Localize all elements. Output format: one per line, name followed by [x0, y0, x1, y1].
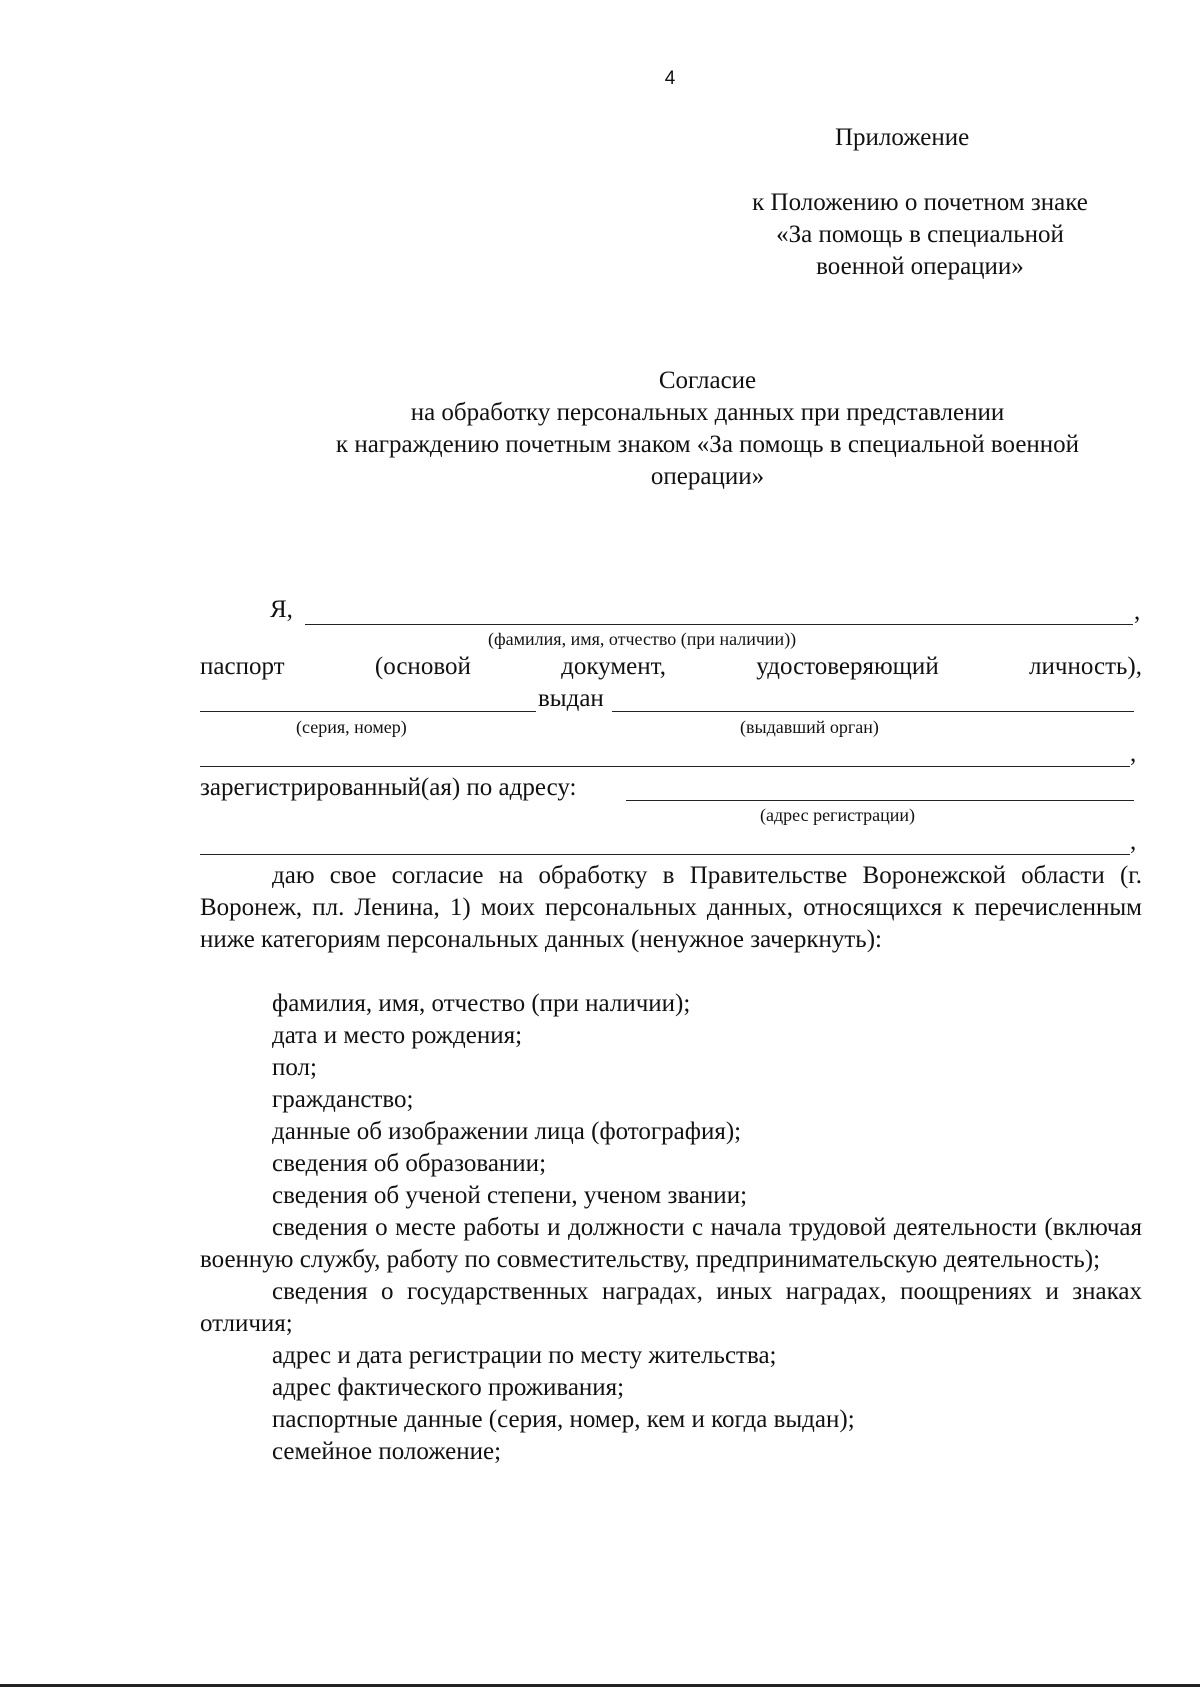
registered-label: зарегистрированный(ая) по адресу:	[200, 774, 577, 801]
consent-subtitle-line: на обработку персональных данных при представлении	[410, 399, 1005, 426]
issuer-field-line[interactable]	[612, 711, 1134, 712]
list-item: семейное положение;	[272, 1438, 502, 1465]
consent-subtitle-line: операции»	[650, 463, 765, 490]
issuer-comma: ,	[1130, 740, 1137, 767]
appendix-ref-line: военной операции»	[816, 253, 1024, 280]
page-number: 4	[664, 68, 676, 89]
hint-fio: (фамилия, имя, отчество (при наличии))	[488, 629, 797, 649]
list-item: адрес фактического проживания;	[272, 1374, 625, 1401]
consent-title: Согласие	[658, 367, 757, 394]
passport-word: паспорт	[200, 653, 285, 680]
consent-heading	[270, 365, 1145, 493]
consent-subtitle-line: к награждению почетным знаком «За помощь в специальной военной	[335, 431, 1080, 458]
list-item: паспортные данные (серия, номер, кем и когда выдан);	[272, 1406, 855, 1433]
address-continuation-line[interactable]	[200, 854, 1130, 855]
list-item: сведения о месте работы и должности с начала трудовой деятельности (включая военную службу, работу по совместительству, предпринимательскую деятельность);	[200, 1214, 1142, 1273]
address-comma: ,	[1130, 828, 1137, 855]
issued-label: выдан	[538, 685, 604, 712]
hint-address: (адрес регистрации)	[760, 805, 916, 825]
ya-label: Я,	[270, 596, 293, 623]
appendix-ref-line: к Положению о почетном знаке	[752, 189, 1088, 216]
appendix-title: Приложение	[835, 124, 970, 151]
list-item: сведения о государственных наградах, иных наградах, поощрениях и знаках отличия;	[200, 1278, 1142, 1337]
fio-comma: ,	[1134, 598, 1141, 625]
hint-series: (серия, номер)	[296, 717, 407, 737]
list-item: сведения об образовании;	[272, 1150, 547, 1177]
passport-word: документ,	[561, 653, 666, 680]
list-item: пол;	[272, 1054, 317, 1081]
appendix-reference	[700, 187, 1140, 283]
passport-word: (основой	[374, 653, 471, 680]
address-field-line[interactable]	[626, 800, 1134, 801]
list-item: гражданство;	[272, 1086, 414, 1113]
consent-intro-paragraph: даю свое согласие на обработку в Правительстве Воронежской области (г. Воронеж, пл. Ленина, 1) моих персональных данных, относящихся к перечисленным ниже категориям персональных данных (ненужное зачеркнуть):	[200, 862, 1142, 953]
passport-word: личность),	[1029, 653, 1142, 680]
categories-list	[200, 988, 1142, 1468]
passport-word: удостоверяющий	[756, 653, 939, 680]
appendix-ref-line: «За помощь в специальной	[776, 221, 1064, 248]
passport-series-field-line[interactable]	[200, 711, 536, 712]
passport-line	[200, 651, 1142, 683]
hint-issuer: (выдавший орган)	[740, 717, 879, 737]
list-item: фамилия, имя, отчество (при наличии);	[272, 990, 691, 1017]
list-item: дата и место рождения;	[272, 1022, 523, 1049]
list-item: сведения об ученой степени, ученом звании;	[272, 1182, 748, 1209]
fio-field-line[interactable]	[305, 624, 1133, 625]
scan-edge-line	[0, 1684, 1200, 1687]
list-item: адрес и дата регистрации по месту жительства;	[272, 1342, 777, 1369]
issuer-continuation-line[interactable]	[200, 766, 1130, 767]
list-item: данные об изображении лица (фотография);	[272, 1118, 742, 1145]
